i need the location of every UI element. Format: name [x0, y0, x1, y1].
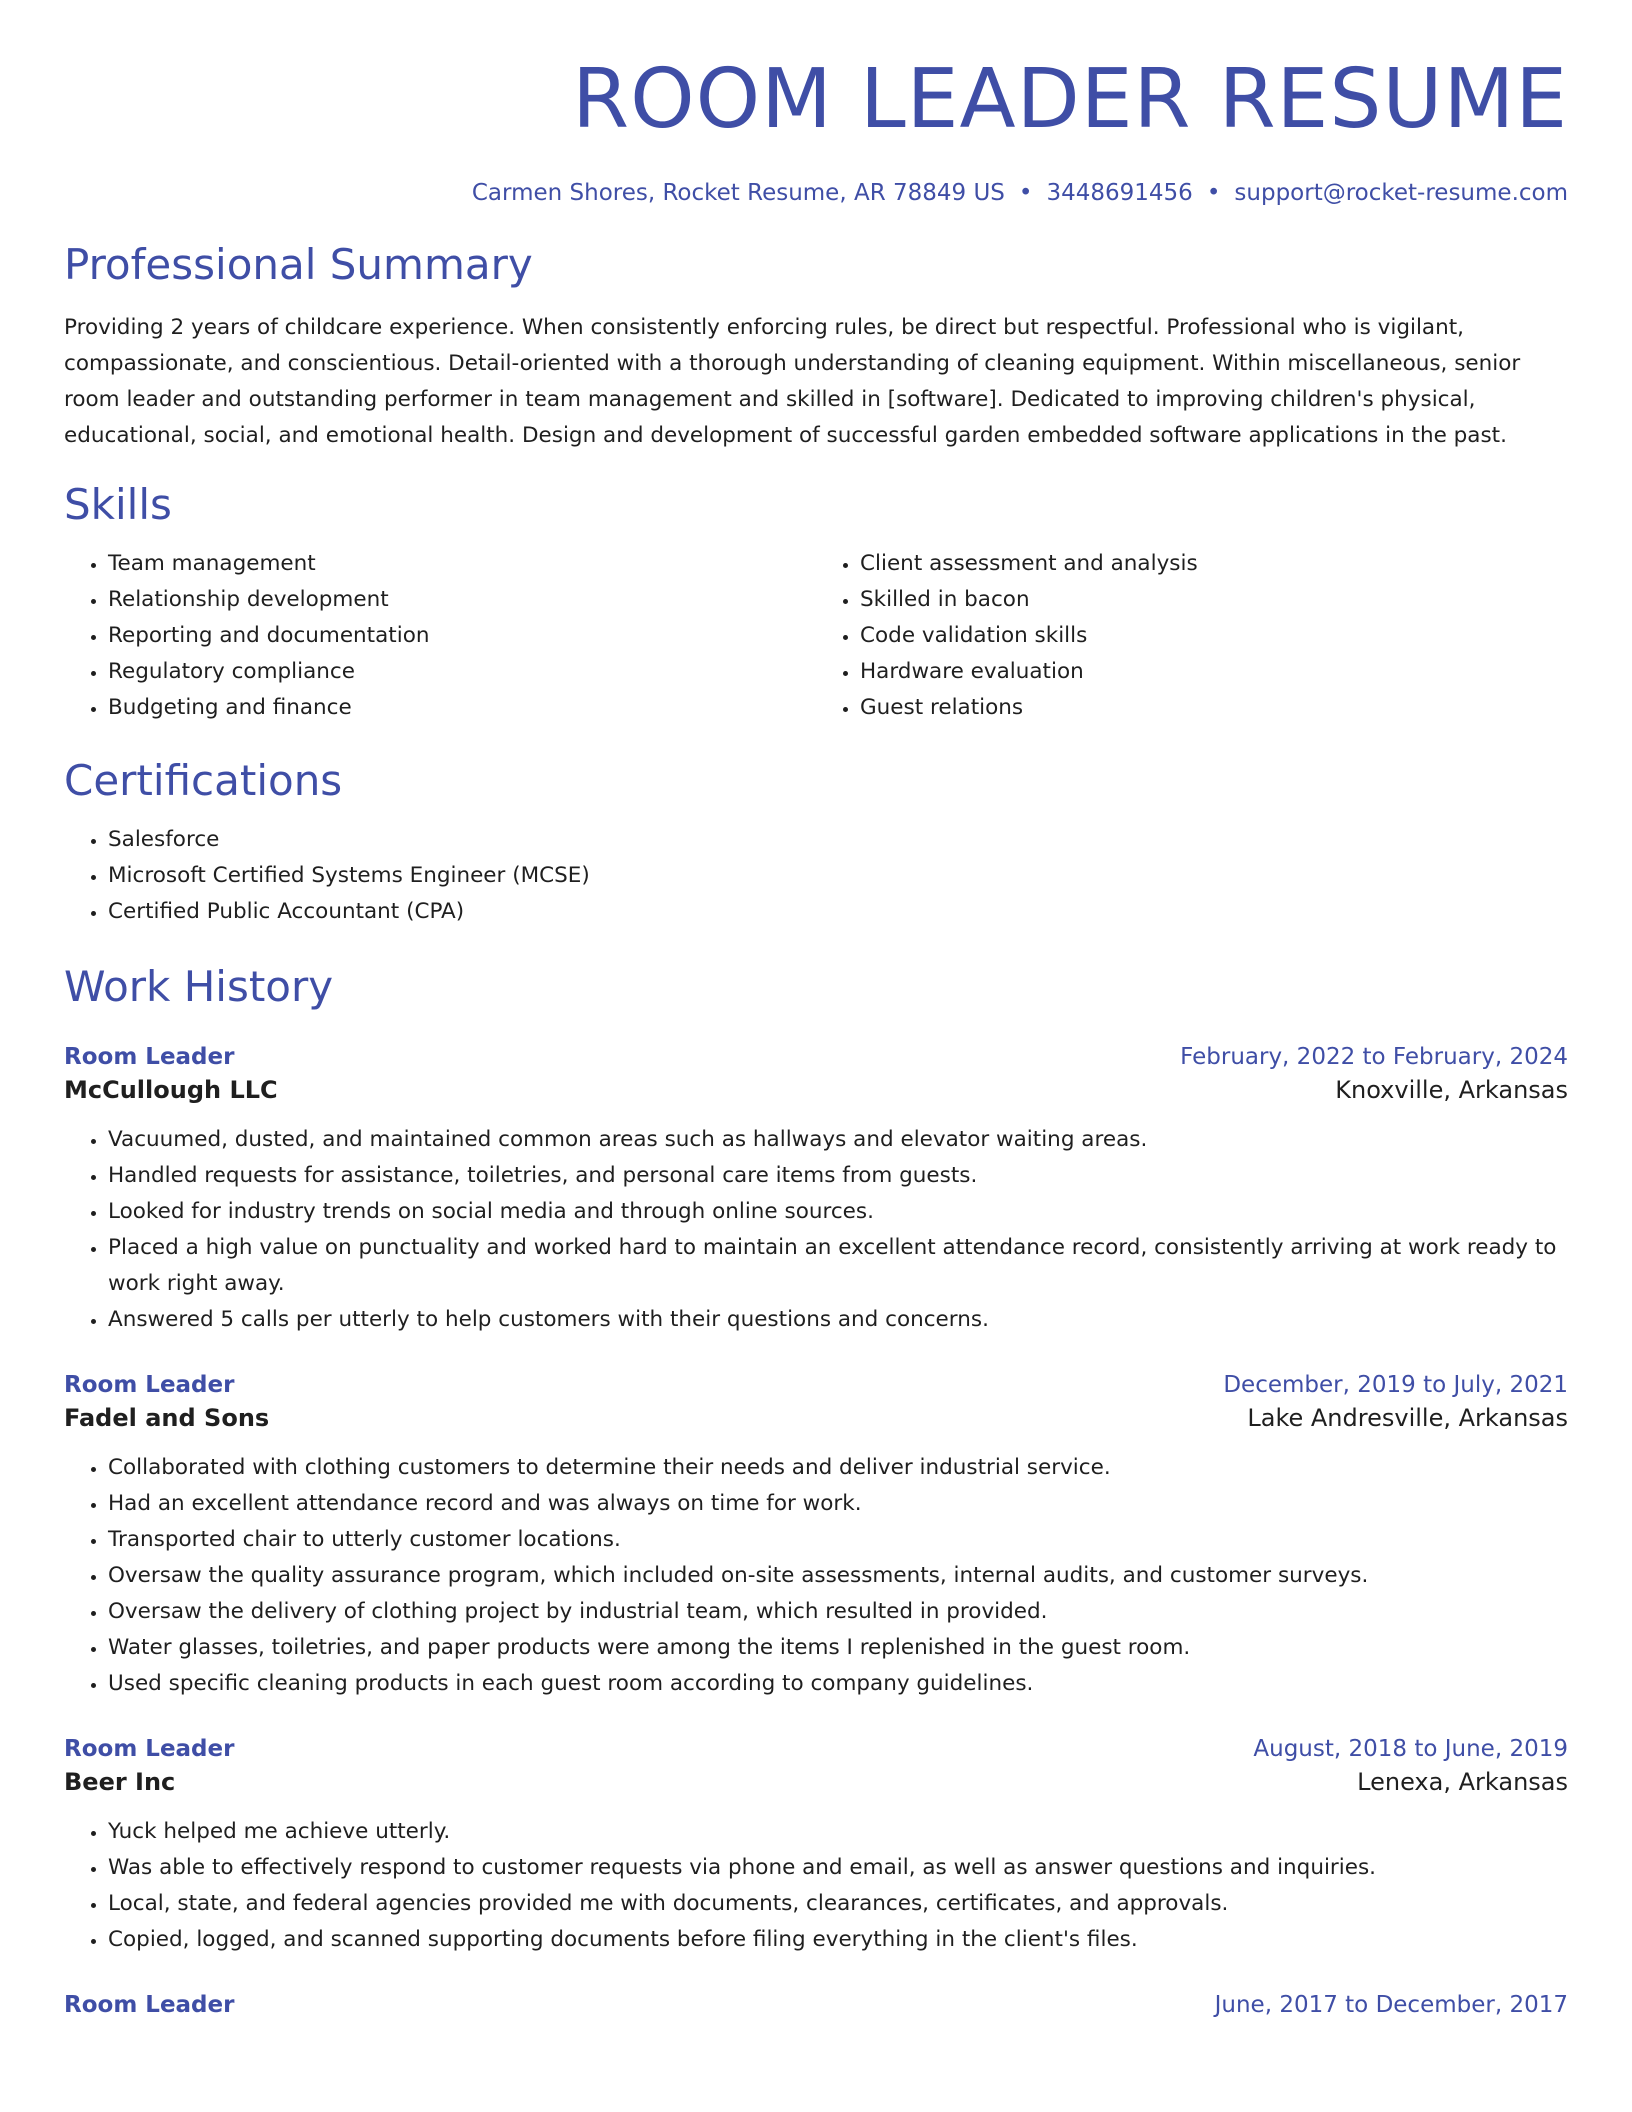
- certification-item: • Microsoft Certified Systems Engineer (MCSE): [108, 858, 1568, 894]
- job-dates: August, 2018 to June, 2019: [1253, 1736, 1568, 1762]
- job-bullet: • Answered 5 calls per utterly to help customers with their questions and concerns.: [108, 1302, 1568, 1338]
- job-bullets: [64, 1814, 1568, 1958]
- skill-item: • Reporting and documentation: [108, 618, 816, 654]
- job-company: McCullough LLC: [64, 1076, 278, 1104]
- job-company-row: [64, 1072, 1568, 1108]
- job-company: Beer Inc: [64, 1768, 176, 1796]
- job-bullet: • Yuck helped me achieve utterly.: [108, 1814, 1568, 1850]
- job-bullet: • Was able to effectively respond to customer requests via phone and email, as well as answer questions and inquiries.: [108, 1850, 1568, 1886]
- job-dates: June, 2017 to December, 2017: [1214, 1992, 1568, 2018]
- job-entry: [64, 1734, 1568, 1958]
- job-bullet: • Handled requests for assistance, toiletries, and personal care items from guests.: [108, 1158, 1568, 1194]
- skills-list-right: [816, 546, 1568, 726]
- certifications-list: [64, 822, 1568, 930]
- job-company-row: [64, 1400, 1568, 1436]
- job-dates: December, 2019 to July, 2021: [1223, 1372, 1568, 1398]
- skill-item: • Regulatory compliance: [108, 654, 816, 690]
- job-header-row: [64, 1370, 1568, 1400]
- contact-email[interactable]: support@rocket-resume.com: [1234, 180, 1568, 206]
- job-company: Fadel and Sons: [64, 1404, 270, 1432]
- job-title: Room Leader: [64, 1372, 235, 1398]
- skill-item: • Client assessment and analysis: [860, 546, 1568, 582]
- job-bullet: • Oversaw the delivery of clothing project by industrial team, which resulted in provided.: [108, 1594, 1568, 1630]
- job-bullet: • Oversaw the quality assurance program, which included on-site assessments, internal audits, and customer surveys.: [108, 1558, 1568, 1594]
- skill-item: • Hardware evaluation: [860, 654, 1568, 690]
- skills-list-left: [64, 546, 816, 726]
- job-bullet: • Copied, logged, and scanned supporting documents before filing everything in the client's files.: [108, 1922, 1568, 1958]
- job-bullets: [64, 1122, 1568, 1338]
- certification-item: • Certified Public Accountant (CPA): [108, 894, 1568, 930]
- job-title: Room Leader: [64, 1736, 235, 1762]
- section-title-work-history: Work History: [64, 962, 334, 1011]
- job-bullets: [64, 1450, 1568, 1702]
- contact-address: Carmen Shores, Rocket Resume, AR 78849 US: [471, 180, 1005, 206]
- job-entry: [64, 1042, 1568, 1338]
- skill-item: • Relationship development: [108, 582, 816, 618]
- section-title-skills: Skills: [64, 480, 172, 529]
- job-location: Knoxville, Arkansas: [1335, 1076, 1568, 1104]
- section-title-summary: Professional Summary: [64, 240, 533, 289]
- skill-item: • Team management: [108, 546, 816, 582]
- job-bullet: • Used specific cleaning products in each guest room according to company guidelines.: [108, 1666, 1568, 1702]
- job-bullet: • Water glasses, toiletries, and paper products were among the items I replenished in the guest room.: [108, 1630, 1568, 1666]
- job-title: Room Leader: [64, 1044, 235, 1070]
- job-title: Room Leader: [64, 1992, 235, 2018]
- job-bullet: • Looked for industry trends on social media and through online sources.: [108, 1194, 1568, 1230]
- job-bullet: • Vacuumed, dusted, and maintained common areas such as hallways and elevator waiting areas.: [108, 1122, 1568, 1158]
- contact-line: [64, 178, 1568, 208]
- job-bullet: • Had an excellent attendance record and was always on time for work.: [108, 1486, 1568, 1522]
- job-location: Lake Andresville, Arkansas: [1247, 1404, 1568, 1432]
- separator-dot: •: [1206, 180, 1221, 206]
- job-header-row: [64, 1734, 1568, 1764]
- job-dates: February, 2022 to February, 2024: [1180, 1044, 1568, 1070]
- job-header-row: [64, 1990, 1568, 2020]
- job-bullet: • Transported chair to utterly customer locations.: [108, 1522, 1568, 1558]
- skills-grid: [64, 546, 1568, 726]
- skill-item: • Code validation skills: [860, 618, 1568, 654]
- job-bullet: • Collaborated with clothing customers to determine their needs and deliver industrial service.: [108, 1450, 1568, 1486]
- job-bullet: • Local, state, and federal agencies provided me with documents, clearances, certificates, and approvals.: [108, 1886, 1568, 1922]
- job-location: Lenexa, Arkansas: [1357, 1768, 1568, 1796]
- job-header-row: [64, 1042, 1568, 1072]
- job-entry: [64, 1370, 1568, 1702]
- summary-text: Providing 2 years of childcare experience. When consistently enforcing rules, be direct but respectful. Professional who is vigilant, compassionate, and conscientious. Detail-oriented with a thorough understanding of cleaning equipment. Within miscellaneous, senior room leader and outstanding performer in team management and skilled in [software]. Dedicated to improving children's physical, educational, social, and emotional health. Design and development of successful garden embedded software applications in the past.: [64, 315, 1521, 448]
- job-company-row: [64, 1764, 1568, 1800]
- skill-item: • Budgeting and finance: [108, 690, 816, 726]
- section-title-certifications: Certifications: [64, 756, 343, 805]
- certification-item: • Salesforce: [108, 822, 1568, 858]
- separator-dot: •: [1018, 180, 1033, 206]
- job-bullet: • Placed a high value on punctuality and worked hard to maintain an excellent attendance record, consistently arriving at work ready to work right away.: [108, 1230, 1568, 1302]
- skill-item: • Skilled in bacon: [860, 582, 1568, 618]
- job-entry: [64, 1990, 1568, 2020]
- resume-title: ROOM LEADER RESUME: [572, 52, 1568, 147]
- skill-item: • Guest relations: [860, 690, 1568, 726]
- contact-phone: 3448691456: [1046, 180, 1193, 206]
